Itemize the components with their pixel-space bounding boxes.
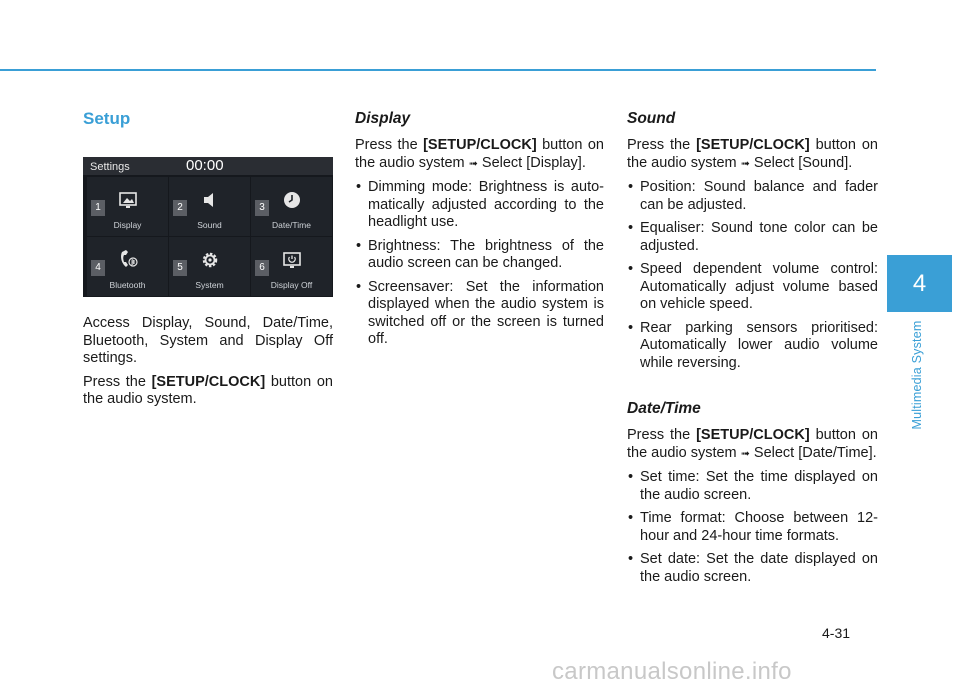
tile-label: Display [113,220,142,230]
list-item: • Set time: Set the time displayed on the audio screen. [627,469,878,504]
list-item: • Speed dependent volume control: Automatically adjust volume based on vehicle speed. [627,261,878,314]
display-options-list [355,179,604,349]
sound-datetime-column [627,110,878,592]
setup-clock-button: [SETUP/CLOCK] [696,427,810,443]
datetime-instruction: Press the [SETUP/CLOCK] button on the audio system ➟ Select [Date/Time]. [627,427,878,461]
list-item: • Time format: Choose between 12-hour and 24-hour time formats. [627,510,878,545]
tile-label: Date/Time [272,220,311,230]
gear-icon [198,248,222,272]
setup-clock-button: [SETUP/CLOCK] [696,137,810,153]
page-number: 4-31 [822,625,851,641]
display-icon [116,188,140,212]
tile-number: 4 [91,260,105,276]
setup-clock-button: [SETUP/CLOCK] [151,373,266,390]
sound-heading: Sound [627,110,676,127]
tile-label: Bluetooth [109,280,146,290]
sound-options-list [627,179,878,372]
display-column [355,110,604,355]
list-item: • Position: Sound balance and fader can be adjusted. [627,179,878,214]
tile-number: 2 [173,200,187,216]
power-display-icon [280,248,304,272]
setup-description: Access Display, Sound, Date/Time, Bluetooth, System and Display Off settings. [83,315,333,366]
tile-number: 6 [255,260,269,276]
datetime-options-list [627,469,878,586]
screen-title: Settings [90,161,130,173]
list-item: • Equaliser: Sound tone color can be adjusted. [627,220,878,255]
arrow-icon: ➟ [740,447,750,460]
list-item: • Dimming mode: Brightness is auto-matically adjusted according to the headlight use. [355,179,604,232]
display-heading: Display [355,110,411,127]
sound-instruction: Press the [SETUP/CLOCK] button on the audio system ➟ Select [Sound]. [627,137,878,171]
setup-heading: Setup [83,109,131,128]
bluetooth-icon [116,248,140,272]
setup-instruction: Press the [SETUP/CLOCK] button on the audio system. [83,373,333,407]
setup-clock-button: [SETUP/CLOCK] [423,137,537,153]
tile-number: 3 [255,200,269,216]
display-instruction: Press the [SETUP/CLOCK] button on the audio system ➟ Select [Display]. [355,137,604,171]
header-rule [0,69,876,71]
arrow-icon: ➟ [468,157,478,170]
tile-sound[interactable] [169,177,250,236]
clock-icon [280,188,304,212]
tile-system[interactable] [169,237,250,296]
setup-column [83,110,333,415]
tile-number: 1 [91,200,105,216]
list-item: • Screensaver: Set the information displayed when the audio system is switched off or the screen is turned off. [355,279,604,349]
tile-bluetooth[interactable] [87,237,168,296]
chapter-tab: 4 [887,255,952,312]
chapter-title: Multimedia System [910,320,924,430]
list-item: • Brightness: The brightness of the audio screen can be changed. [355,238,604,273]
list-item: • Rear parking sensors prioritised: Automatically lower audio volume while reversing. [627,320,878,373]
tile-label: System [195,280,224,290]
settings-screen [83,157,333,297]
tile-label: Sound [197,220,222,230]
tile-display-off[interactable] [251,237,332,296]
tile-label: Display Off [270,280,313,290]
watermark: carmanualsonline.info [552,658,792,685]
datetime-heading: Date/Time [627,400,701,417]
sound-icon [198,188,222,212]
list-item: • Set date: Set the date displayed on the audio screen. [627,551,878,586]
screen-clock: 00:00 [186,157,224,174]
tile-date-time[interactable] [251,177,332,236]
tile-number: 5 [173,260,187,276]
arrow-icon: ➟ [740,157,750,170]
tile-display[interactable] [87,177,168,236]
